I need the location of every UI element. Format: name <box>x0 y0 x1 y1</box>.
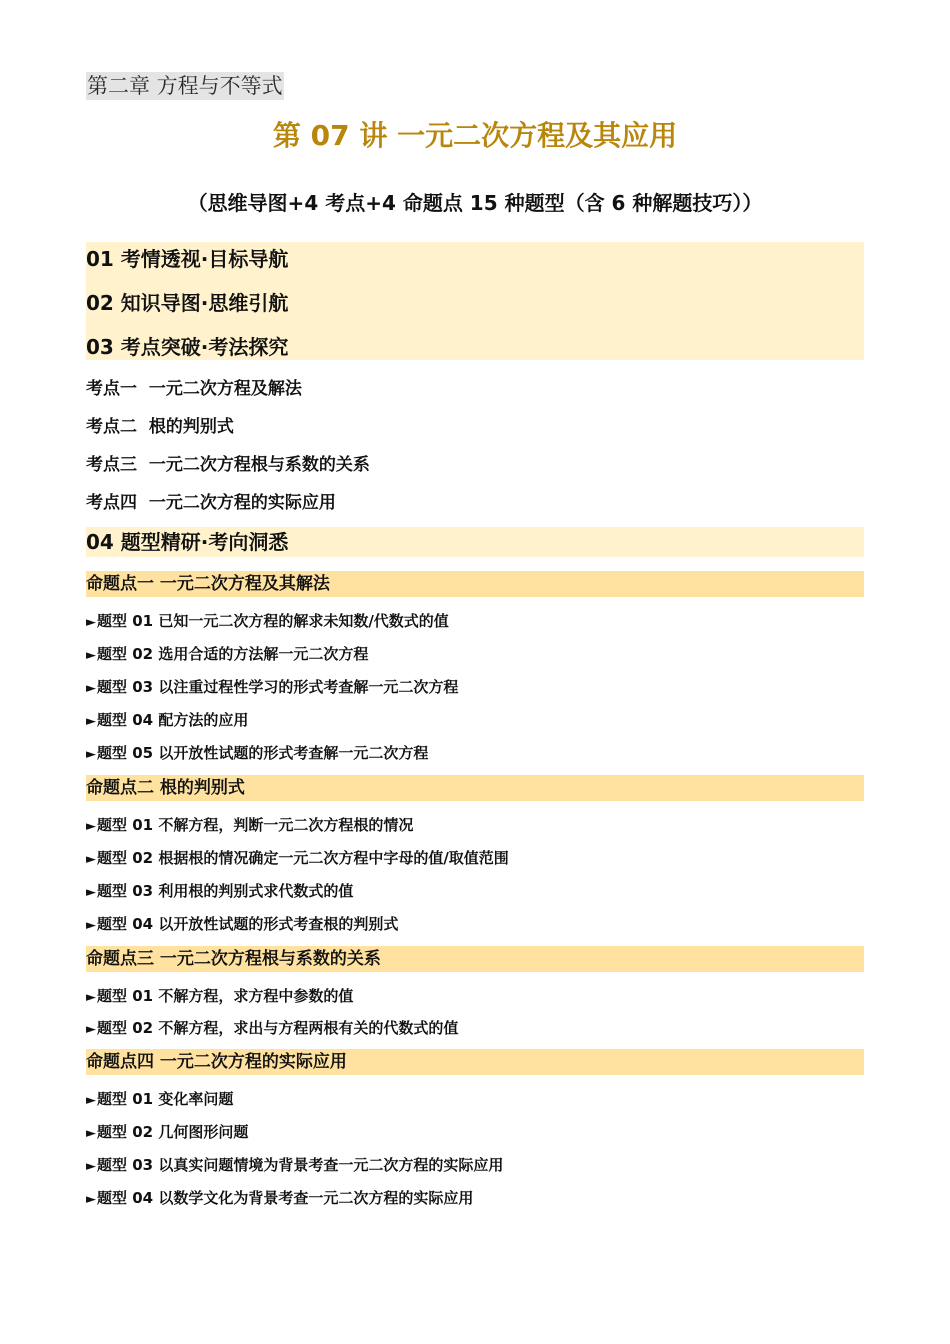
tixing-item[interactable] <box>86 742 428 766</box>
tixing-item[interactable] <box>86 676 458 700</box>
chapter-heading: 第二章 方程与不等式 <box>87 74 283 98</box>
tixing-item[interactable] <box>86 709 248 733</box>
tixing-label: 题型 02 根据根的情况确定一元二次方程中字母的值/取值范围 <box>97 849 509 867</box>
tixing-label: 题型 01 变化率问题 <box>97 1090 234 1108</box>
tixing-label: 题型 03 利用根的判别式求代数式的值 <box>97 882 354 900</box>
mingtidian-heading-1[interactable]: 命题点一 一元二次方程及其解法 <box>86 571 864 597</box>
pointer-arrow-icon: ► <box>86 819 96 834</box>
pointer-arrow-icon: ► <box>86 1192 96 1207</box>
pointer-arrow-icon: ► <box>86 990 96 1005</box>
mingtidian-heading-4[interactable]: 命题点四 一元二次方程的实际应用 <box>86 1049 864 1075</box>
kaodian-item[interactable]: 考点四 一元二次方程的实际应用 <box>86 493 336 513</box>
section-heading-3[interactable]: 03 考点突破·考法探究 <box>86 335 289 359</box>
tixing-label: 题型 02 几何图形问题 <box>97 1123 249 1141</box>
tixing-item[interactable] <box>86 985 353 1009</box>
tixing-item[interactable] <box>86 847 509 871</box>
pointer-arrow-icon: ► <box>86 714 96 729</box>
tixing-item[interactable] <box>86 1187 473 1211</box>
pointer-arrow-icon: ► <box>86 885 96 900</box>
section-heading-4[interactable]: 04 题型精研·考向洞悉 <box>86 530 289 554</box>
pointer-arrow-icon: ► <box>86 852 96 867</box>
mingtidian-heading-3[interactable]: 命题点三 一元二次方程根与系数的关系 <box>86 946 864 972</box>
tixing-label: 题型 01 不解方程，求方程中参数的值 <box>97 987 354 1005</box>
tixing-label: 题型 04 以数学文化为背景考查一元二次方程的实际应用 <box>97 1189 474 1207</box>
pointer-arrow-icon: ► <box>86 1126 96 1141</box>
kaodian-item[interactable]: 考点三 一元二次方程根与系数的关系 <box>86 455 370 475</box>
tixing-label: 题型 01 不解方程，判断一元二次方程根的情况 <box>97 816 414 834</box>
tixing-item[interactable] <box>86 1088 233 1112</box>
tixing-label: 题型 02 不解方程，求出与方程两根有关的代数式的值 <box>97 1019 459 1037</box>
pointer-arrow-icon: ► <box>86 681 96 696</box>
tixing-label: 题型 03 以注重过程性学习的形式考查解一元二次方程 <box>97 678 459 696</box>
kaodian-item[interactable]: 考点二 根的判别式 <box>86 417 234 437</box>
pointer-arrow-icon: ► <box>86 1093 96 1108</box>
kaodian-item[interactable]: 考点一 一元二次方程及解法 <box>86 379 302 399</box>
tixing-item[interactable] <box>86 643 368 667</box>
mingtidian-heading-2[interactable]: 命题点二 根的判别式 <box>86 775 864 801</box>
tixing-label: 题型 04 以开放性试题的形式考查根的判别式 <box>97 915 399 933</box>
tixing-item[interactable] <box>86 880 353 904</box>
pointer-arrow-icon: ► <box>86 1159 96 1174</box>
tixing-item[interactable] <box>86 1017 458 1041</box>
pointer-arrow-icon: ► <box>86 1022 96 1037</box>
tixing-label: 题型 01 已知一元二次方程的解求未知数/代数式的值 <box>97 612 449 630</box>
section-heading-1[interactable]: 01 考情透视·目标导航 <box>86 247 289 271</box>
tixing-item[interactable] <box>86 913 398 937</box>
tixing-item[interactable] <box>86 814 413 838</box>
lecture-subtitle: （思维导图+4 考点+4 命题点 15 种题型（含 6 种解题技巧）） <box>187 191 763 215</box>
tixing-label: 题型 05 以开放性试题的形式考查解一元二次方程 <box>97 744 429 762</box>
tixing-label: 题型 04 配方法的应用 <box>97 711 249 729</box>
section-heading-2[interactable]: 02 知识导图·思维引航 <box>86 291 289 315</box>
pointer-arrow-icon: ► <box>86 615 96 630</box>
tixing-item[interactable] <box>86 610 449 634</box>
tixing-label: 题型 03 以真实问题情境为背景考查一元二次方程的实际应用 <box>97 1156 504 1174</box>
pointer-arrow-icon: ► <box>86 747 96 762</box>
pointer-arrow-icon: ► <box>86 918 96 933</box>
pointer-arrow-icon: ► <box>86 648 96 663</box>
tixing-label: 题型 02 选用合适的方法解一元二次方程 <box>97 645 369 663</box>
tixing-item[interactable] <box>86 1121 248 1145</box>
lecture-title: 第 07 讲 一元二次方程及其应用 <box>272 119 678 152</box>
tixing-item[interactable] <box>86 1154 503 1178</box>
